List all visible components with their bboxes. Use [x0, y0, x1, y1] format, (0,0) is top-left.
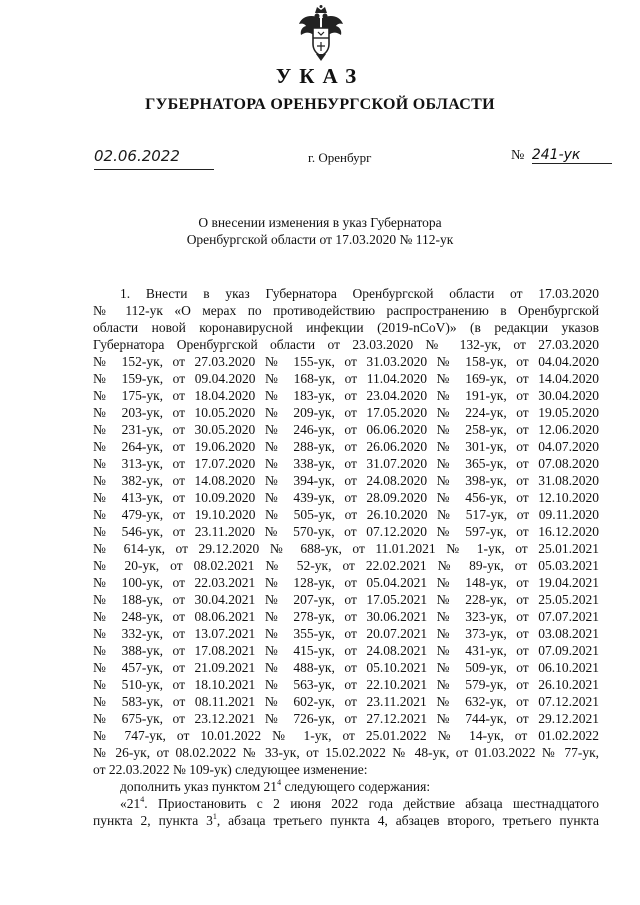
body-line: 1. Внести в указ Губернатора Оренбургской области от 17.03.2020	[120, 286, 599, 301]
body-line: от 22.03.2022 № 109-ук) следующее изменение:	[93, 762, 368, 777]
quote1-suffix: . Приостановить с 2 июня 2022 года действие абзаца шестнадцатого	[144, 796, 599, 811]
body-line: № 583-ук, от 08.11.2021 № 602-ук, от 23.11.2021 № 632-ук, от 07.12.2021	[93, 694, 599, 709]
body-line: № 382-ук, от 14.08.2020 № 394-ук, от 24.08.2020 № 398-ук, от 31.08.2020	[93, 473, 599, 488]
quote-line	[93, 812, 599, 829]
body-line: Губернатора Оренбургской области от 23.03.2020 № 132-ук, от 27.03.2020	[93, 337, 599, 352]
body-line: № 546-ук, от 23.11.2020 № 570-ук, от 07.12.2020 № 597-ук, от 16.12.2020	[93, 524, 599, 539]
body-line: № 675-ук, от 23.12.2021 № 726-ук, от 27.12.2021 № 744-ук, от 29.12.2021	[93, 711, 599, 726]
body-line: № 231-ук, от 30.05.2020 № 246-ук, от 06.06.2020 № 258-ук, от 12.06.2020	[93, 422, 599, 437]
body-line: № 175-ук, от 18.04.2020 № 183-ук, от 23.04.2020 № 191-ук, от 30.04.2020	[93, 388, 599, 403]
quote-line	[93, 795, 599, 812]
quote2-sup: 1	[212, 812, 217, 821]
quote2-suffix: , абзаца третьего пункта 4, абзацев второго, третьего пункта	[216, 813, 599, 828]
decree-body	[93, 285, 599, 829]
decree-city: г. Оренбург	[308, 150, 372, 165]
decree-title: УКАЗ	[275, 64, 365, 88]
add-point-line	[93, 778, 599, 795]
body-line: № 159-ук, от 09.04.2020 № 168-ук, от 11.04.2020 № 169-ук, от 14.04.2020	[93, 371, 599, 386]
body-line: № 248-ук, от 08.06.2021 № 278-ук, от 30.06.2021 № 323-ук, от 07.07.2021	[93, 609, 599, 624]
body-line: № 26-ук, от 08.02.2022 № 33-ук, от 15.02.2022 № 48-ук, от 01.03.2022 № 77-ук,	[93, 745, 599, 760]
body-line: № 479-ук, от 19.10.2020 № 505-ук, от 26.10.2020 № 517-ук, от 09.11.2020	[93, 507, 599, 522]
body-line: № 20-ук, от 08.02.2021 № 52-ук, от 22.02.2021 № 89-ук, от 05.03.2021	[93, 558, 599, 573]
body-line: № 112-ук «О мерах по противодействию распространению в Оренбургской	[93, 303, 599, 318]
body-line: № 203-ук, от 10.05.2020 № 209-ук, от 17.05.2020 № 224-ук, от 19.05.2020	[93, 405, 599, 420]
decree-subtitle: ГУБЕРНАТОРА ОРЕНБУРГСКОЙ ОБЛАСТИ	[145, 96, 495, 113]
body-line: № 264-ук, от 19.06.2020 № 288-ук, от 26.06.2020 № 301-ук, от 04.07.2020	[93, 439, 599, 454]
quote1-prefix: «21	[120, 796, 141, 811]
add-point-prefix: дополнить указ пунктом 21	[120, 779, 278, 794]
number-sign: №	[511, 148, 525, 163]
body-line: № 457-ук, от 21.09.2021 № 488-ук, от 05.10.2021 № 509-ук, от 06.10.2021	[93, 660, 599, 675]
body-line: № 747-ук, от 10.01.2022 № 1-ук, от 25.01.2022 № 14-ук, от 01.02.2022	[93, 728, 599, 743]
coat-of-arms-icon	[296, 4, 346, 62]
decree-date: 02.06.2022	[94, 147, 214, 170]
body-line: области новой коронавирусной инфекции (2019-nCoV)» (в редакции указов	[93, 320, 599, 335]
decree-heading	[0, 214, 640, 248]
body-line: № 413-ук, от 10.09.2020 № 439-ук, от 28.09.2020 № 456-ук, от 12.10.2020	[93, 490, 599, 505]
body-line: № 614-ук, от 29.12.2020 № 688-ук, от 11.01.2021 № 1-ук, от 25.01.2021	[93, 541, 599, 556]
body-line: № 388-ук, от 17.08.2021 № 415-ук, от 24.08.2021 № 431-ук, от 07.09.2021	[93, 643, 599, 658]
add-point-suffix: следующего содержания:	[281, 779, 431, 794]
decree-number	[511, 147, 612, 169]
number-value: 241-ук	[532, 147, 612, 164]
quote2-prefix: пункта 2, пункта 3	[93, 813, 213, 828]
add-point-sup: 4	[277, 778, 282, 787]
heading-line-1: О внесении изменения в указ Губернатора	[198, 215, 442, 230]
body-line: № 100-ук, от 22.03.2021 № 128-ук, от 05.04.2021 № 148-ук, от 19.04.2021	[93, 575, 599, 590]
body-line: № 510-ук, от 18.10.2021 № 563-ук, от 22.10.2021 № 579-ук, от 26.10.2021	[93, 677, 599, 692]
body-line: № 313-ук, от 17.07.2020 № 338-ук, от 31.07.2020 № 365-ук, от 07.08.2020	[93, 456, 599, 471]
body-line: № 152-ук, от 27.03.2020 № 155-ук, от 31.03.2020 № 158-ук, от 04.04.2020	[93, 354, 599, 369]
quote1-sup: 4	[140, 795, 145, 804]
body-line: № 332-ук, от 13.07.2021 № 355-ук, от 20.07.2021 № 373-ук, от 03.08.2021	[93, 626, 599, 641]
body-line: № 188-ук, от 30.04.2021 № 207-ук, от 17.05.2021 № 228-ук, от 25.05.2021	[93, 592, 599, 607]
heading-line-2: Оренбургской области от 17.03.2020 № 112-ук	[186, 232, 454, 247]
